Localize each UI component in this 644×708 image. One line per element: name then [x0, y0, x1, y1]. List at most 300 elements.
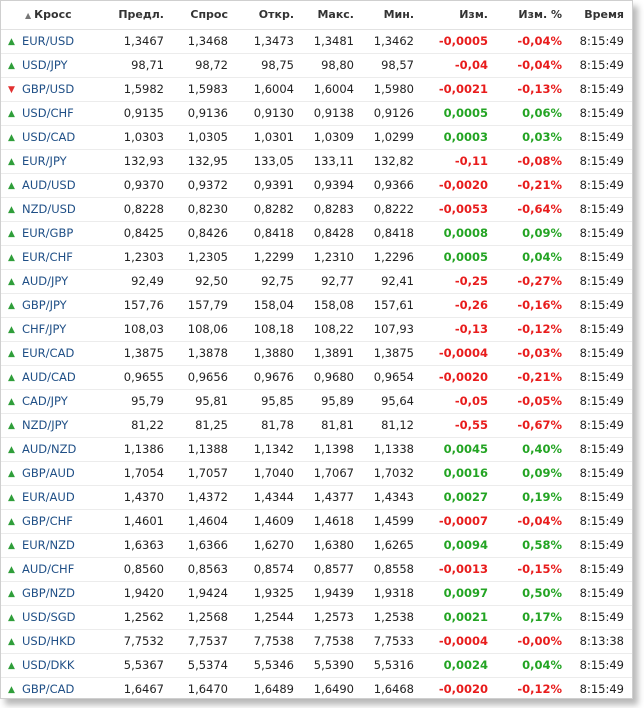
arrow-up-icon: ▲	[8, 276, 15, 287]
col-header-change-pct[interactable]: Изм. %	[496, 1, 570, 29]
change-cell: -0,0020	[422, 677, 496, 699]
arrow-up-icon: ▲	[8, 540, 15, 551]
ask-cell: 0,8426	[172, 221, 236, 245]
low-cell: 0,9366	[362, 173, 422, 197]
open-cell: 0,8418	[236, 221, 302, 245]
change-pct-cell: 0,04%	[496, 653, 570, 677]
open-cell: 92,75	[236, 269, 302, 293]
low-cell: 0,9126	[362, 101, 422, 125]
table-row[interactable]	[1, 677, 632, 699]
pair-link[interactable]: CHF/JPY	[22, 322, 67, 336]
low-cell: 1,9318	[362, 581, 422, 605]
ask-cell: 1,3878	[172, 341, 236, 365]
bid-cell: 1,3467	[104, 29, 172, 53]
table-row[interactable]	[1, 653, 632, 677]
change-pct-cell: 0,06%	[496, 101, 570, 125]
change-pct-cell: -0,04%	[496, 53, 570, 77]
high-cell: 1,4377	[302, 485, 362, 509]
arrow-up-icon: ▲	[8, 636, 15, 647]
arrow-up-icon: ▲	[8, 252, 15, 263]
high-cell: 0,8577	[302, 557, 362, 581]
low-cell: 1,3462	[362, 29, 422, 53]
arrow-up-icon: ▲	[8, 516, 15, 527]
table-row[interactable]	[1, 293, 632, 317]
ask-cell: 157,79	[172, 293, 236, 317]
pair-link[interactable]: USD/JPY	[22, 58, 68, 72]
col-header-bid[interactable]: Предл.	[104, 1, 172, 29]
arrow-up-icon: ▲	[8, 396, 15, 407]
ask-cell: 81,25	[172, 413, 236, 437]
low-cell: 1,6265	[362, 533, 422, 557]
low-cell: 1,4599	[362, 509, 422, 533]
low-cell: 92,41	[362, 269, 422, 293]
pair-link[interactable]: EUR/AUD	[22, 490, 75, 504]
change-pct-cell: 0,09%	[496, 461, 570, 485]
time-cell: 8:15:49	[570, 389, 632, 413]
arrow-up-icon: ▲	[8, 132, 15, 143]
change-cell: 0,0008	[422, 221, 496, 245]
bid-cell: 1,9420	[104, 581, 172, 605]
open-cell: 133,05	[236, 149, 302, 173]
ask-cell: 1,4372	[172, 485, 236, 509]
high-cell: 0,9394	[302, 173, 362, 197]
time-cell: 8:15:49	[570, 29, 632, 53]
ask-cell: 0,9656	[172, 365, 236, 389]
ask-cell: 1,1388	[172, 437, 236, 461]
arrow-up-icon: ▲	[8, 204, 15, 215]
change-pct-cell: -0,08%	[496, 149, 570, 173]
ask-cell: 132,95	[172, 149, 236, 173]
change-pct-cell: -0,64%	[496, 197, 570, 221]
high-cell: 133,11	[302, 149, 362, 173]
pair-link[interactable]: GBP/AUD	[22, 466, 75, 480]
high-cell: 7,7538	[302, 629, 362, 653]
change-cell: -0,13	[422, 317, 496, 341]
pair-cell	[1, 29, 104, 53]
bid-cell: 0,8425	[104, 221, 172, 245]
high-cell: 1,2573	[302, 605, 362, 629]
high-cell: 1,1398	[302, 437, 362, 461]
table-row[interactable]	[1, 245, 632, 269]
arrow-up-icon: ▲	[8, 228, 15, 239]
change-pct-cell: 0,09%	[496, 221, 570, 245]
change-cell: 0,0027	[422, 485, 496, 509]
arrow-up-icon: ▲	[8, 300, 15, 311]
bid-cell: 1,2562	[104, 605, 172, 629]
pair-link[interactable]: EUR/GBP	[22, 226, 74, 240]
time-cell: 8:15:49	[570, 413, 632, 437]
high-cell: 108,22	[302, 317, 362, 341]
pair-link[interactable]: USD/CHF	[22, 106, 74, 120]
change-cell: -0,0020	[422, 173, 496, 197]
change-cell: -0,05	[422, 389, 496, 413]
ask-cell: 1,0305	[172, 125, 236, 149]
arrow-up-icon: ▲	[8, 444, 15, 455]
bid-cell: 1,3875	[104, 341, 172, 365]
pair-cell	[1, 365, 104, 389]
bid-cell: 0,8228	[104, 197, 172, 221]
time-cell: 8:15:49	[570, 293, 632, 317]
pair-link[interactable]: GBP/NZD	[22, 586, 75, 600]
change-cell: 0,0097	[422, 581, 496, 605]
time-cell: 8:15:49	[570, 317, 632, 341]
col-header-low[interactable]: Мин.	[362, 1, 422, 29]
pair-link[interactable]: EUR/USD	[22, 34, 75, 48]
high-cell: 158,08	[302, 293, 362, 317]
pair-cell	[1, 101, 104, 125]
pair-cell	[1, 509, 104, 533]
open-cell: 1,3880	[236, 341, 302, 365]
pair-cell	[1, 629, 104, 653]
time-cell: 8:15:49	[570, 581, 632, 605]
pair-link[interactable]: EUR/CAD	[22, 346, 75, 360]
table-header-row	[1, 1, 632, 29]
pair-cell	[1, 389, 104, 413]
table-row[interactable]	[1, 173, 632, 197]
table-row[interactable]	[1, 533, 632, 557]
change-cell: -0,11	[422, 149, 496, 173]
change-cell: -0,55	[422, 413, 496, 437]
pair-cell	[1, 485, 104, 509]
arrow-up-icon: ▲	[8, 564, 15, 575]
time-cell: 8:15:49	[570, 149, 632, 173]
col-header-ask[interactable]: Спрос	[172, 1, 236, 29]
table-row[interactable]	[1, 557, 632, 581]
col-header-change[interactable]: Изм.	[422, 1, 496, 29]
high-cell: 95,89	[302, 389, 362, 413]
time-cell: 8:15:49	[570, 77, 632, 101]
change-pct-cell: 0,03%	[496, 125, 570, 149]
ask-cell: 1,6470	[172, 677, 236, 699]
pair-link[interactable]: EUR/NZD	[22, 538, 75, 552]
time-cell: 8:15:49	[570, 533, 632, 557]
change-pct-cell: 0,17%	[496, 605, 570, 629]
time-cell: 8:13:38	[570, 629, 632, 653]
pair-link[interactable]: AUD/CHF	[22, 562, 75, 576]
bid-cell: 1,4601	[104, 509, 172, 533]
change-pct-cell: 0,58%	[496, 533, 570, 557]
time-cell: 8:15:49	[570, 173, 632, 197]
ask-cell: 0,9372	[172, 173, 236, 197]
pair-cell	[1, 221, 104, 245]
time-cell: 8:15:49	[570, 605, 632, 629]
high-cell: 5,5390	[302, 653, 362, 677]
low-cell: 98,57	[362, 53, 422, 77]
change-pct-cell: -0,04%	[496, 509, 570, 533]
open-cell: 1,2544	[236, 605, 302, 629]
arrow-up-icon: ▲	[8, 156, 15, 167]
pair-cell	[1, 437, 104, 461]
high-cell: 1,0309	[302, 125, 362, 149]
table-row[interactable]	[1, 581, 632, 605]
table-row[interactable]	[1, 101, 632, 125]
low-cell: 132,82	[362, 149, 422, 173]
pair-cell	[1, 197, 104, 221]
low-cell: 0,8418	[362, 221, 422, 245]
table-row[interactable]	[1, 125, 632, 149]
ask-cell: 1,4604	[172, 509, 236, 533]
arrow-up-icon: ▲	[8, 372, 15, 383]
pair-cell	[1, 149, 104, 173]
high-cell: 1,2310	[302, 245, 362, 269]
table-row[interactable]	[1, 53, 632, 77]
change-cell: -0,26	[422, 293, 496, 317]
pair-cell	[1, 245, 104, 269]
low-cell: 1,2296	[362, 245, 422, 269]
change-pct-cell: -0,12%	[496, 317, 570, 341]
col-header-time[interactable]: Время	[570, 1, 632, 29]
col-header-high[interactable]: Макс.	[302, 1, 362, 29]
time-cell: 8:15:49	[570, 509, 632, 533]
high-cell: 0,8428	[302, 221, 362, 245]
bid-cell: 5,5367	[104, 653, 172, 677]
open-cell: 0,9676	[236, 365, 302, 389]
pair-link[interactable]: GBP/CAD	[22, 682, 75, 696]
change-cell: 0,0045	[422, 437, 496, 461]
ask-cell: 95,81	[172, 389, 236, 413]
pair-cell	[1, 533, 104, 557]
bid-cell: 95,79	[104, 389, 172, 413]
table-row[interactable]	[1, 485, 632, 509]
change-pct-cell: -0,21%	[496, 365, 570, 389]
change-cell: -0,0007	[422, 509, 496, 533]
pair-link[interactable]: EUR/CHF	[22, 250, 73, 264]
time-cell: 8:15:49	[570, 485, 632, 509]
arrow-up-icon: ▲	[8, 492, 15, 503]
open-cell: 0,9391	[236, 173, 302, 197]
open-cell: 7,7538	[236, 629, 302, 653]
open-cell: 1,6270	[236, 533, 302, 557]
ask-cell: 0,8230	[172, 197, 236, 221]
arrow-down-icon: ▼	[8, 84, 15, 95]
change-pct-cell: -0,27%	[496, 269, 570, 293]
open-cell: 0,8282	[236, 197, 302, 221]
bid-cell: 81,22	[104, 413, 172, 437]
arrow-up-icon: ▲	[8, 36, 15, 47]
pair-link[interactable]: USD/SGD	[22, 610, 76, 624]
pair-cell	[1, 293, 104, 317]
high-cell: 1,6380	[302, 533, 362, 557]
ask-cell: 1,2568	[172, 605, 236, 629]
pair-link[interactable]: AUD/USD	[22, 178, 76, 192]
ask-cell: 1,6366	[172, 533, 236, 557]
pair-cell	[1, 77, 104, 101]
pair-cell	[1, 317, 104, 341]
table-row[interactable]	[1, 509, 632, 533]
pair-link[interactable]: GBP/JPY	[22, 298, 67, 312]
change-cell: 0,0005	[422, 101, 496, 125]
time-cell: 8:15:49	[570, 365, 632, 389]
pair-link[interactable]: USD/HKD	[22, 634, 76, 648]
open-cell: 95,85	[236, 389, 302, 413]
change-cell: -0,04	[422, 53, 496, 77]
pair-cell	[1, 653, 104, 677]
ask-cell: 98,72	[172, 53, 236, 77]
change-cell: 0,0024	[422, 653, 496, 677]
pair-link[interactable]: AUD/CAD	[22, 370, 76, 384]
time-cell: 8:15:49	[570, 341, 632, 365]
low-cell: 107,93	[362, 317, 422, 341]
high-cell: 92,77	[302, 269, 362, 293]
high-cell: 1,3891	[302, 341, 362, 365]
high-cell: 1,4618	[302, 509, 362, 533]
high-cell: 0,8283	[302, 197, 362, 221]
bid-cell: 1,5982	[104, 77, 172, 101]
high-cell: 1,6004	[302, 77, 362, 101]
change-pct-cell: -0,04%	[496, 29, 570, 53]
open-cell: 1,7040	[236, 461, 302, 485]
low-cell: 1,5980	[362, 77, 422, 101]
change-pct-cell: -0,16%	[496, 293, 570, 317]
time-cell: 8:15:49	[570, 653, 632, 677]
time-cell: 8:15:49	[570, 53, 632, 77]
time-cell: 8:15:49	[570, 197, 632, 221]
low-cell: 0,8558	[362, 557, 422, 581]
table-row[interactable]	[1, 365, 632, 389]
pair-link[interactable]: EUR/JPY	[22, 154, 67, 168]
bid-cell: 1,1386	[104, 437, 172, 461]
ask-cell: 1,2305	[172, 245, 236, 269]
time-cell: 8:15:49	[570, 221, 632, 245]
open-cell: 0,9130	[236, 101, 302, 125]
bid-cell: 0,9370	[104, 173, 172, 197]
change-pct-cell: 0,50%	[496, 581, 570, 605]
pair-link[interactable]: CAD/JPY	[22, 394, 68, 408]
table-row[interactable]	[1, 149, 632, 173]
arrow-up-icon: ▲	[8, 468, 15, 479]
open-cell: 1,6004	[236, 77, 302, 101]
bid-cell: 0,9655	[104, 365, 172, 389]
bid-cell: 1,0303	[104, 125, 172, 149]
open-cell: 81,78	[236, 413, 302, 437]
bid-cell: 1,6363	[104, 533, 172, 557]
high-cell: 81,81	[302, 413, 362, 437]
table-row[interactable]	[1, 77, 632, 101]
open-cell: 1,1342	[236, 437, 302, 461]
ask-cell: 1,7057	[172, 461, 236, 485]
pair-cell	[1, 269, 104, 293]
pair-link[interactable]: USD/CAD	[22, 130, 76, 144]
change-cell: 0,0016	[422, 461, 496, 485]
change-cell: 0,0005	[422, 245, 496, 269]
open-cell: 1,9325	[236, 581, 302, 605]
change-pct-cell: -0,03%	[496, 341, 570, 365]
time-cell: 8:15:49	[570, 101, 632, 125]
pair-link[interactable]: AUD/NZD	[22, 442, 77, 456]
change-pct-cell: -0,05%	[496, 389, 570, 413]
ask-cell: 0,9136	[172, 101, 236, 125]
col-header-open[interactable]: Откр.	[236, 1, 302, 29]
open-cell: 1,4344	[236, 485, 302, 509]
ask-cell: 7,7537	[172, 629, 236, 653]
low-cell: 1,1338	[362, 437, 422, 461]
bid-cell: 98,71	[104, 53, 172, 77]
low-cell: 95,64	[362, 389, 422, 413]
open-cell: 98,75	[236, 53, 302, 77]
pair-link[interactable]: GBP/USD	[22, 82, 75, 96]
change-pct-cell: 0,19%	[496, 485, 570, 509]
table-row[interactable]	[1, 317, 632, 341]
pair-link[interactable]: AUD/JPY	[22, 274, 69, 288]
low-cell: 1,2538	[362, 605, 422, 629]
bid-cell: 108,03	[104, 317, 172, 341]
pair-link[interactable]: NZD/USD	[22, 202, 76, 216]
time-cell: 8:15:49	[570, 437, 632, 461]
table-row[interactable]	[1, 269, 632, 293]
ask-cell: 0,8563	[172, 557, 236, 581]
time-cell: 8:15:49	[570, 461, 632, 485]
pair-link[interactable]: GBP/CHF	[22, 514, 73, 528]
change-pct-cell: -0,15%	[496, 557, 570, 581]
ask-cell: 1,9424	[172, 581, 236, 605]
bid-cell: 1,2303	[104, 245, 172, 269]
bid-cell: 7,7532	[104, 629, 172, 653]
bid-cell: 157,76	[104, 293, 172, 317]
pair-cell	[1, 557, 104, 581]
change-cell: 0,0021	[422, 605, 496, 629]
time-cell: 8:15:49	[570, 245, 632, 269]
table-body	[1, 29, 632, 699]
arrow-up-icon: ▲	[8, 324, 15, 335]
table-row[interactable]	[1, 605, 632, 629]
pair-cell	[1, 605, 104, 629]
change-pct-cell: 0,04%	[496, 245, 570, 269]
high-cell: 1,3481	[302, 29, 362, 53]
table-row[interactable]	[1, 221, 632, 245]
table-row[interactable]	[1, 341, 632, 365]
cross-rates-table	[1, 1, 632, 699]
arrow-up-icon: ▲	[8, 180, 15, 191]
pair-cell	[1, 581, 104, 605]
pair-link[interactable]: NZD/JPY	[22, 418, 69, 432]
arrow-up-icon: ▲	[8, 684, 15, 695]
table-row[interactable]	[1, 389, 632, 413]
pair-link[interactable]: USD/DKK	[22, 658, 75, 672]
ask-cell: 92,50	[172, 269, 236, 293]
open-cell: 108,18	[236, 317, 302, 341]
ask-cell: 1,5983	[172, 77, 236, 101]
arrow-up-icon: ▲	[8, 660, 15, 671]
pair-cell	[1, 125, 104, 149]
change-pct-cell: -0,21%	[496, 173, 570, 197]
time-cell: 8:15:49	[570, 677, 632, 699]
col-header-pair[interactable]: ▲ Кросс	[1, 1, 104, 29]
change-pct-cell: -0,00%	[496, 629, 570, 653]
sort-arrow-icon: ▲	[25, 11, 32, 21]
low-cell: 1,6468	[362, 677, 422, 699]
pair-cell	[1, 173, 104, 197]
table-row[interactable]	[1, 29, 632, 53]
table-row[interactable]	[1, 197, 632, 221]
table-row[interactable]	[1, 413, 632, 437]
table-row[interactable]	[1, 629, 632, 653]
change-cell: -0,0004	[422, 341, 496, 365]
change-cell: -0,0004	[422, 629, 496, 653]
arrow-up-icon: ▲	[8, 420, 15, 431]
high-cell: 1,9439	[302, 581, 362, 605]
high-cell: 98,80	[302, 53, 362, 77]
table-row[interactable]	[1, 437, 632, 461]
change-pct-cell: -0,67%	[496, 413, 570, 437]
change-pct-cell: -0,13%	[496, 77, 570, 101]
open-cell: 158,04	[236, 293, 302, 317]
bid-cell: 0,8560	[104, 557, 172, 581]
change-cell: -0,0020	[422, 365, 496, 389]
arrow-up-icon: ▲	[8, 60, 15, 71]
arrow-up-icon: ▲	[8, 348, 15, 359]
bid-cell: 1,7054	[104, 461, 172, 485]
table-row[interactable]	[1, 461, 632, 485]
